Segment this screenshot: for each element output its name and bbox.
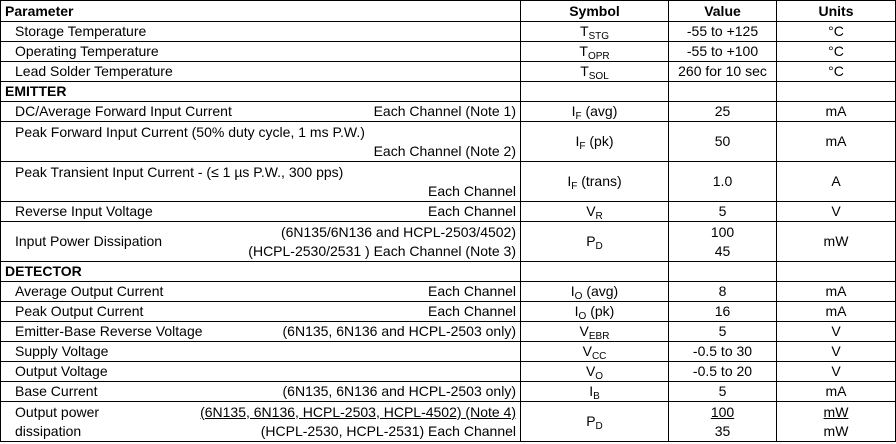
table-row [1, 302, 896, 322]
symbol-main: T [580, 63, 589, 79]
value-cell: 5 [669, 322, 777, 342]
value-cell: 50 [669, 122, 777, 162]
symbol-suffix: (avg) [581, 103, 618, 119]
unit-cell: V [777, 362, 896, 382]
param-cell: Storage Temperature [1, 22, 521, 42]
symbol-main: V [586, 203, 596, 219]
symbol-cell [521, 202, 669, 222]
symbol-main: V [579, 323, 589, 339]
symbol-main: P [586, 413, 596, 429]
unit-cell: mW [777, 222, 896, 262]
symbol-sub: O [574, 291, 583, 302]
param-note: Each Channel (Note 1) [373, 103, 516, 119]
table-row [1, 42, 896, 62]
param-note: Each Channel (Note 2) [373, 142, 516, 159]
symbol-cell [521, 282, 669, 302]
value-cell: -0.5 to 30 [669, 342, 777, 362]
unit-cell: mA [777, 302, 896, 322]
param-cell: Output Voltage [1, 362, 521, 382]
symbol-cell [521, 222, 669, 262]
symbol-suffix: (pk) [585, 133, 614, 149]
value-cell: -55 to +125 [669, 22, 777, 42]
symbol-sub: F [571, 181, 578, 192]
symbol-sub: R [595, 211, 603, 222]
unit-line: mW [823, 403, 849, 420]
header-parameter: Parameter [1, 1, 521, 22]
symbol-main: I [575, 133, 580, 149]
table-row [1, 102, 896, 122]
symbol-main: T [579, 43, 588, 59]
param-cell [1, 122, 521, 162]
symbol-suffix: (pk) [586, 303, 615, 319]
param-cell: Supply Voltage [1, 342, 521, 362]
value-line: 100 [710, 223, 735, 240]
table-row [1, 402, 896, 442]
symbol-sub: CC [591, 351, 607, 362]
symbol-cell [521, 62, 669, 82]
symbol-sub: D [595, 421, 603, 432]
param-cell: Lead Solder Temperature [1, 62, 521, 82]
symbol-cell [521, 382, 669, 402]
value-cell: -55 to +100 [669, 42, 777, 62]
value-cell [669, 402, 777, 442]
symbol-cell [521, 302, 669, 322]
param-cell [1, 222, 521, 262]
symbol-sub: B [593, 391, 600, 402]
param-note: (6N135, 6N136 and HCPL-2503 only) [282, 383, 516, 399]
symbol-cell [521, 162, 669, 202]
value-cell: 8 [669, 282, 777, 302]
table-row [1, 322, 896, 342]
param-label: Emitter-Base Reverse Voltage [15, 323, 203, 339]
symbol-sub: STG [588, 31, 610, 42]
symbol-main: I [570, 283, 575, 299]
param-note: (6N135, 6N136, HCPL-2503, HCPL-4502) (Note 4) [200, 403, 516, 420]
param-cell [1, 322, 521, 342]
header-row [1, 1, 896, 22]
symbol-sub: O [595, 371, 604, 382]
param-label: Peak Output Current [15, 303, 144, 319]
section-title: EMITTER [1, 82, 521, 102]
header-symbol: Symbol [521, 1, 669, 22]
param-label: Reverse Input Voltage [15, 203, 153, 219]
symbol-cell [521, 122, 669, 162]
param-note: Each Channel [428, 182, 516, 199]
unit-cell: mA [777, 122, 896, 162]
unit-cell: mA [777, 282, 896, 302]
symbol-main: V [582, 343, 592, 359]
table-row [1, 222, 896, 262]
value-cell: 25 [669, 102, 777, 122]
symbol-sub: SOL [588, 71, 609, 82]
param-note: (6N135/6N136 and HCPL-2503/4502) [280, 223, 516, 240]
value-cell: 16 [669, 302, 777, 322]
unit-cell: mA [777, 102, 896, 122]
param-label: Peak Transient Input Current - (≤ 1 µs P.W., 300 pps) [15, 163, 344, 180]
param-cell [1, 382, 521, 402]
value-cell: 5 [669, 382, 777, 402]
unit-cell [777, 402, 896, 442]
table-row [1, 342, 896, 362]
param-cell [1, 162, 521, 202]
symbol-main: I [589, 383, 594, 399]
table-row [1, 162, 896, 202]
value-cell: -0.5 to 20 [669, 362, 777, 382]
section-title: DETECTOR [1, 262, 521, 282]
symbol-main: P [586, 233, 596, 249]
value-line: 35 [714, 422, 731, 439]
unit-cell: A [777, 162, 896, 202]
value-cell: 1.0 [669, 162, 777, 202]
symbol-sub: D [595, 241, 603, 252]
param-label: Average Output Current [15, 283, 164, 299]
symbol-sub: F [579, 141, 586, 152]
value-cell: 5 [669, 202, 777, 222]
table-row [1, 202, 896, 222]
section-row-emitter [1, 82, 896, 102]
table-row [1, 122, 896, 162]
table-row [1, 382, 896, 402]
param-label: dissipation [15, 422, 82, 439]
symbol-main: T [579, 23, 589, 39]
param-cell: Operating Temperature [1, 42, 521, 62]
header-units: Units [777, 1, 896, 22]
symbol-cell [521, 42, 669, 62]
value-cell [669, 222, 777, 262]
symbol-suffix: (trans) [577, 173, 622, 189]
param-cell [1, 282, 521, 302]
symbol-cell [521, 342, 669, 362]
symbol-main: I [571, 103, 576, 119]
symbol-sub: F [575, 111, 582, 122]
param-label: Peak Forward Input Current (50% duty cycle, 1 ms P.W.) [15, 123, 365, 140]
param-note: Each Channel [428, 283, 516, 299]
unit-line: mW [823, 422, 849, 439]
param-cell [1, 402, 521, 442]
symbol-main: I [574, 303, 579, 319]
unit-cell: °C [777, 22, 896, 42]
symbol-sub: O [578, 311, 587, 322]
value-line: 100 [710, 403, 735, 420]
symbol-cell [521, 22, 669, 42]
symbol-cell [521, 362, 669, 382]
value-line: 45 [714, 242, 731, 259]
unit-cell: V [777, 342, 896, 362]
table-row [1, 282, 896, 302]
unit-cell: °C [777, 42, 896, 62]
param-cell [1, 102, 521, 122]
symbol-cell [521, 102, 669, 122]
table-row [1, 62, 896, 82]
symbol-sub: EBR [588, 331, 610, 342]
table-row [1, 22, 896, 42]
param-note: (HCPL-2530, HCPL-2531) Each Channel [260, 422, 516, 439]
symbol-sub: OPR [587, 51, 610, 62]
header-value: Value [669, 1, 777, 22]
section-row-detector [1, 262, 896, 282]
param-note: Each Channel [428, 303, 516, 319]
param-label: Output power [15, 403, 100, 420]
symbol-suffix: (avg) [582, 283, 619, 299]
param-note: Each Channel [428, 203, 516, 219]
value-cell: 260 for 10 sec [669, 62, 777, 82]
param-label: Input Power Dissipation [15, 233, 163, 249]
symbol-cell [521, 322, 669, 342]
symbol-cell [521, 402, 669, 442]
unit-cell: mA [777, 382, 896, 402]
param-note: (HCPL-2530/2531 ) Each Channel (Note 3) [248, 242, 516, 259]
symbol-main: I [567, 173, 572, 189]
table-row [1, 362, 896, 382]
param-cell [1, 202, 521, 222]
param-label: Base Current [15, 383, 98, 399]
param-cell [1, 302, 521, 322]
symbol-main: V [585, 363, 596, 379]
unit-cell: °C [777, 62, 896, 82]
unit-cell: V [777, 322, 896, 342]
param-label: DC/Average Forward Input Current [15, 103, 232, 119]
param-note: (6N135, 6N136 and HCPL-2503 only) [282, 323, 516, 339]
unit-cell: V [777, 202, 896, 222]
